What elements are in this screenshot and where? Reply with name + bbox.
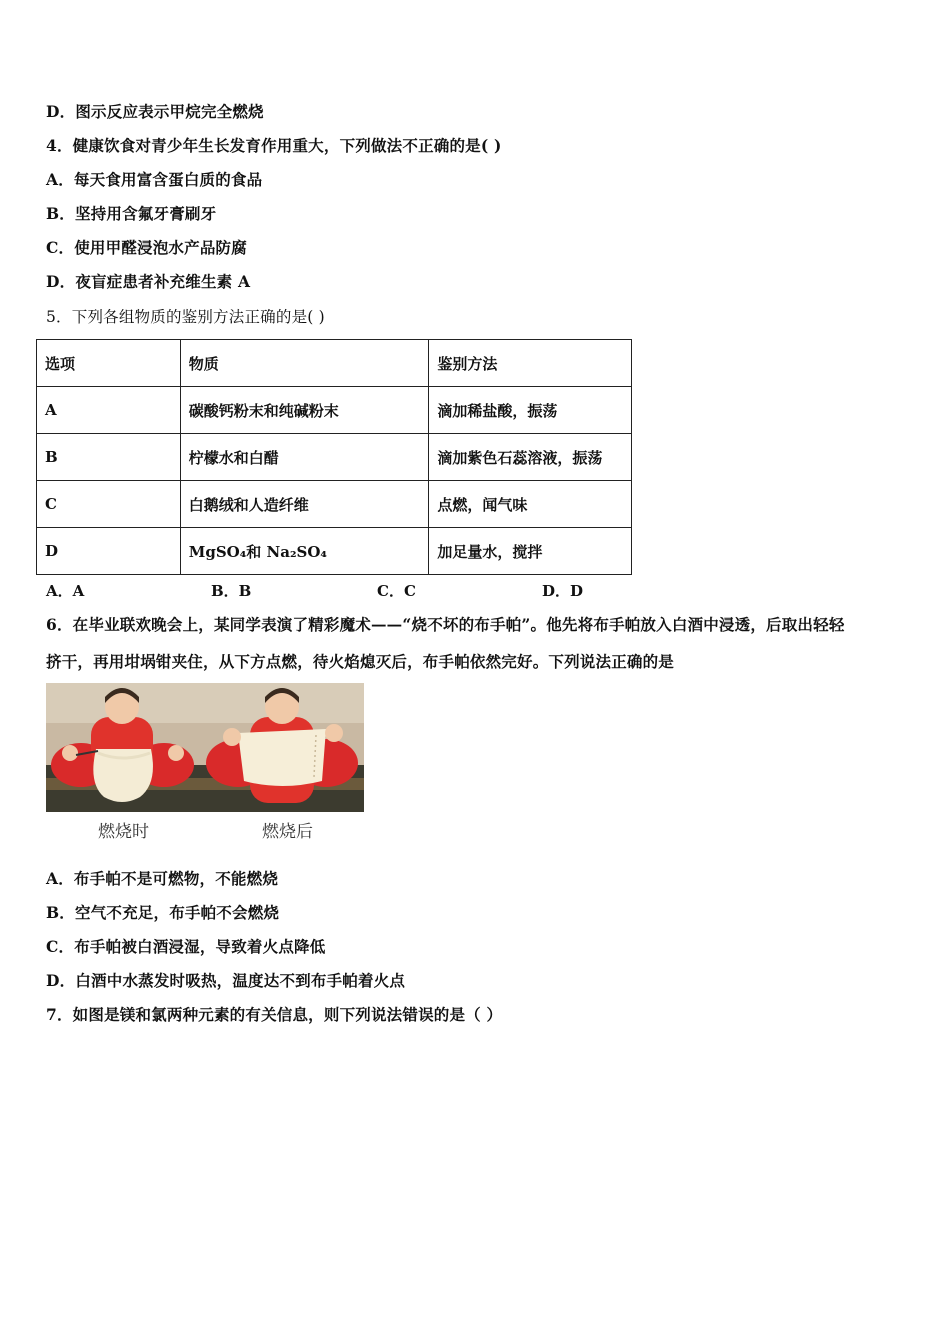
cell-method: 滴加紫色石蕊溶液，振荡 [429, 434, 632, 481]
cell-substance: 碳酸钙粉末和纯碱粉末 [180, 387, 429, 434]
cell-method: 点燃，闻气味 [429, 481, 632, 528]
q4-option-c: C．使用甲醛浸泡水产品防腐 [46, 238, 247, 257]
q5-option-d: D．D [542, 582, 584, 600]
table-row [37, 434, 632, 481]
caption-after-burning: 燃烧后 [262, 822, 313, 842]
q5-table [36, 339, 632, 575]
photo-burning [46, 683, 198, 812]
q4-option-b: B．坚持用含氟牙膏刷牙 [46, 204, 217, 223]
q6-option-d: D．白酒中水蒸发时吸热，温度达不到布手帕着火点 [46, 971, 406, 990]
q4-option-a: A．每天食用富含蛋白质的食品 [46, 170, 263, 189]
table-row [37, 481, 632, 528]
q6-option-b: B．空气不充足，布手帕不会燃烧 [46, 903, 280, 922]
q6-option-c: C．布手帕被白酒浸湿，导致着火点降低 [46, 937, 326, 956]
cell-substance: 白鹅绒和人造纤维 [180, 481, 429, 528]
table-header-row [37, 340, 632, 387]
q6-stem-line1: 6．在毕业联欢晚会上，某同学表演了精彩魔术——“烧不坏的布手帕”。他先将布手帕放入白酒中浸透，后取出轻轻 [46, 615, 845, 634]
cell-method: 滴加稀盐酸，振荡 [429, 387, 632, 434]
q4-stem: 4．健康饮食对青少年生长发育作用重大，下列做法不正确的是( ) [46, 136, 502, 155]
header-method: 鉴别方法 [429, 340, 632, 387]
q5-stem: 5．下列各组物质的鉴别方法正确的是( ) [46, 308, 325, 326]
q3-option-d: D．图示反应表示甲烷完全燃烧 [46, 102, 264, 121]
cell-option: B [37, 434, 181, 481]
q5-option-b: B．B [211, 582, 252, 600]
cell-substance: 柠檬水和白醋 [180, 434, 429, 481]
photo-after-burning [198, 683, 364, 812]
table-row [37, 387, 632, 434]
q6-stem-line2: 挤干，再用坩埚钳夹住，从下方点燃，待火焰熄灭后，布手帕依然完好。下列说法正确的是 [46, 652, 675, 671]
q5-option-c: C．C [377, 582, 416, 600]
q5-option-a: A．A [46, 582, 85, 600]
header-substance: 物质 [180, 340, 429, 387]
cell-substance: MgSO₄和 Na₂SO₄ [180, 528, 429, 575]
cell-option: D [37, 528, 181, 575]
magic-handkerchief-photos [46, 683, 364, 843]
header-option: 选项 [37, 340, 181, 387]
cell-option: C [37, 481, 181, 528]
q6-option-a: A．布手帕不是可燃物，不能燃烧 [46, 869, 279, 888]
q4-option-d: D．夜盲症患者补充维生素 A [46, 272, 251, 291]
q7-stem: 7．如图是镁和氯两种元素的有关信息，则下列说法错误的是（ ） [46, 1005, 503, 1024]
cell-method: 加足量水，搅拌 [429, 528, 632, 575]
table-row [37, 528, 632, 575]
cell-option: A [37, 387, 181, 434]
caption-burning: 燃烧时 [98, 822, 149, 842]
